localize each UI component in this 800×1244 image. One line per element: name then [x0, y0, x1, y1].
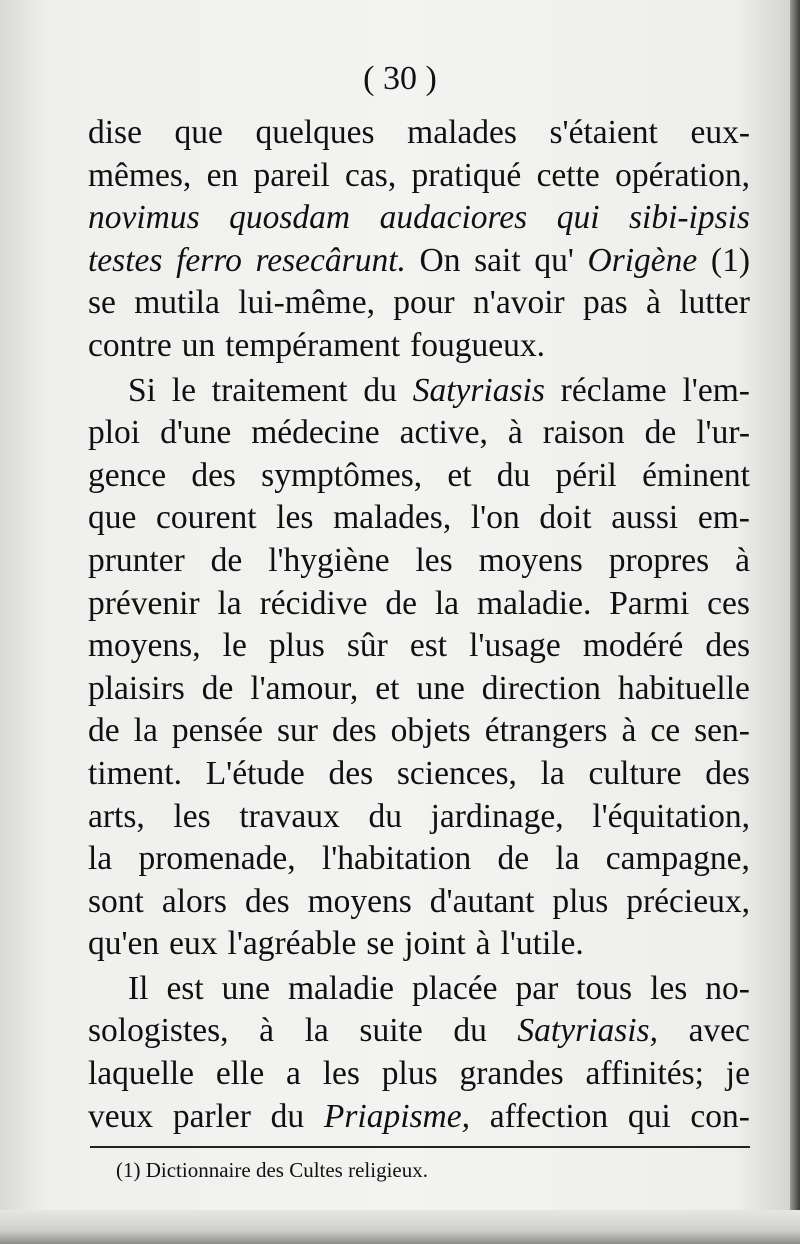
word: pensée	[171, 712, 263, 750]
word: se	[366, 925, 395, 963]
word: campagne,	[605, 840, 750, 878]
word: sologistes,	[88, 1012, 229, 1050]
word: pour	[393, 284, 455, 322]
word: no-	[705, 969, 750, 1007]
word: les	[173, 797, 211, 835]
word: s'étaient	[549, 114, 658, 151]
word: médecine	[251, 414, 380, 452]
word: affinités;	[585, 1055, 704, 1093]
text-line	[88, 370, 750, 413]
word: du	[270, 1097, 305, 1135]
word: péril	[555, 456, 617, 494]
word: modéré	[582, 627, 684, 665]
word: eux	[169, 925, 218, 963]
word: affection	[489, 1097, 609, 1135]
text-line	[88, 412, 750, 455]
text-line	[88, 1053, 750, 1096]
word: joint	[404, 925, 466, 963]
word: opération,	[615, 156, 750, 194]
text-line	[88, 583, 750, 626]
word: de	[644, 414, 677, 452]
word: Satyriasis	[412, 371, 545, 409]
word: moyens,	[88, 627, 201, 665]
word: sibi-ipsis	[628, 199, 750, 237]
word: placée	[411, 969, 498, 1007]
word: l'habitation	[321, 840, 472, 878]
word: des	[191, 456, 236, 494]
word: que	[174, 114, 223, 151]
text-line	[88, 710, 750, 753]
word: plus	[381, 1055, 438, 1093]
word: la	[217, 584, 242, 622]
word: récidive	[259, 584, 368, 622]
word: alors	[161, 882, 227, 920]
word: timent.	[88, 754, 182, 792]
word: sûr	[346, 627, 388, 665]
text-line	[88, 540, 750, 583]
word: par	[515, 969, 559, 1007]
text-line	[88, 923, 750, 966]
word: maladie.	[476, 584, 592, 622]
text-line	[88, 197, 750, 240]
text-line	[88, 838, 750, 881]
text-line	[88, 753, 750, 796]
word: parler	[172, 1097, 251, 1135]
word: sait	[474, 241, 521, 279]
word: plaisirs	[88, 669, 185, 707]
text-line	[88, 112, 750, 155]
word: l'amour,	[250, 669, 359, 707]
text-line	[88, 155, 750, 198]
word: veux	[88, 1097, 154, 1135]
word: prunter	[88, 541, 185, 579]
word: des	[331, 712, 377, 750]
word: la	[434, 584, 460, 622]
word: laquelle	[88, 1055, 195, 1093]
text-line	[88, 881, 750, 924]
text-line	[88, 796, 750, 839]
word: fougueux.	[410, 326, 545, 364]
word: l'agréable	[227, 925, 357, 963]
page-edge-shadow	[790, 0, 800, 1244]
word: d'autant	[429, 882, 535, 920]
word: à	[259, 1012, 275, 1050]
word: la	[540, 754, 565, 792]
word: des	[705, 754, 750, 792]
text-line	[88, 325, 750, 368]
word: Priapisme,	[323, 1097, 470, 1135]
word: Parmi	[609, 584, 690, 622]
word: des	[244, 882, 290, 920]
word: est	[409, 627, 448, 665]
word: arts,	[88, 797, 145, 835]
word: travaux	[239, 797, 340, 835]
word: resecârunt.	[255, 241, 406, 279]
word: active,	[399, 414, 488, 452]
word: à	[621, 712, 637, 750]
word: culture	[588, 754, 682, 792]
word: promenade,	[138, 840, 296, 878]
word: pareil	[253, 156, 330, 194]
word: étrangers	[484, 712, 608, 750]
text-line	[88, 497, 750, 540]
word: (1)	[710, 241, 750, 279]
word: du	[363, 371, 397, 409]
word: quosdam	[229, 199, 351, 237]
word: l'ur-	[696, 414, 750, 452]
word: habituelle	[617, 669, 750, 707]
word: qu'en	[88, 925, 160, 963]
word: quelques	[255, 114, 375, 151]
word: le	[222, 627, 247, 665]
text-line	[88, 1096, 750, 1139]
word: du	[496, 456, 531, 494]
word: elle	[215, 1055, 265, 1093]
word: dise	[88, 114, 142, 151]
word: du	[453, 1012, 487, 1050]
word: en	[206, 156, 239, 194]
word: mêmes,	[88, 156, 192, 194]
word: con-	[690, 1097, 750, 1135]
word: de	[210, 541, 243, 579]
word: réclame	[560, 371, 667, 409]
word: de	[497, 840, 530, 878]
word: contre	[88, 326, 172, 364]
word: ferro	[176, 241, 242, 279]
word: symptômes,	[261, 456, 423, 494]
word: l'em-	[682, 371, 750, 409]
word: L'étude	[205, 754, 305, 792]
word: cette	[536, 156, 600, 194]
word: une	[221, 969, 270, 1007]
word: la	[133, 712, 158, 750]
word: des	[705, 627, 750, 665]
word: mutila	[134, 284, 220, 322]
word: malades	[407, 114, 517, 151]
word: courent	[156, 499, 257, 537]
word: ce	[650, 712, 681, 750]
text-line	[88, 625, 750, 668]
word: qui	[627, 1097, 671, 1135]
word: qu'	[534, 241, 574, 279]
word: tous	[576, 969, 633, 1007]
word: éminent	[642, 456, 750, 494]
word: sciences,	[396, 754, 517, 792]
text-line	[88, 968, 750, 1011]
word: à	[646, 284, 661, 322]
word: doit	[539, 499, 592, 537]
word: Il	[128, 969, 149, 1007]
word: avec	[688, 1012, 750, 1050]
word: tempérament	[225, 326, 401, 364]
word: de	[385, 584, 417, 622]
word: On	[419, 241, 461, 279]
word: les	[415, 541, 453, 579]
footnote: (1) Dictionnaire des Cultes religieux.	[116, 1158, 428, 1182]
word: suite	[359, 1012, 423, 1050]
word: la	[304, 1012, 329, 1050]
word: plus	[268, 627, 325, 665]
word: plus	[552, 882, 609, 920]
text-line	[88, 455, 750, 498]
word: em-	[697, 499, 750, 537]
word: le	[171, 371, 196, 409]
word: cas,	[345, 156, 397, 194]
word: propres	[608, 541, 710, 579]
word: eux-	[690, 114, 750, 151]
word: malades,	[333, 499, 452, 537]
word: à	[735, 541, 750, 579]
word: un	[181, 326, 216, 364]
word: Satyriasis,	[517, 1012, 658, 1050]
word: lui-même,	[238, 284, 375, 322]
word: sur	[277, 712, 318, 750]
word: pas	[583, 284, 628, 322]
word: direction	[481, 669, 601, 707]
text-line	[88, 282, 750, 325]
word: aussi	[611, 499, 679, 537]
word: testes	[88, 241, 163, 279]
word: à	[507, 414, 523, 452]
word: une	[416, 669, 465, 707]
word: l'usage	[469, 627, 561, 665]
word: du	[368, 797, 402, 835]
word: moyens	[478, 541, 583, 579]
word: raison	[542, 414, 625, 452]
word: sont	[88, 882, 144, 920]
word: de	[88, 712, 120, 750]
footnote-rule	[90, 1146, 750, 1148]
word: d'une	[160, 414, 232, 452]
word: précieux,	[626, 882, 750, 920]
word: que	[88, 499, 137, 537]
word: de	[201, 669, 234, 707]
word: je	[725, 1055, 750, 1093]
word: est	[166, 969, 204, 1007]
word: Origène	[587, 241, 698, 279]
text-line	[88, 240, 750, 283]
word: novimus	[88, 199, 200, 237]
word: ploi	[88, 414, 141, 452]
word: a	[286, 1055, 301, 1093]
word: l'équitation,	[592, 797, 750, 835]
word: l'utile.	[500, 925, 584, 963]
word: n'avoir	[473, 284, 565, 322]
word: objets	[390, 712, 471, 750]
word: gence	[88, 456, 167, 494]
word: qui	[556, 199, 600, 237]
body-text	[88, 112, 750, 1138]
word: et	[375, 669, 400, 707]
text-line	[88, 1010, 750, 1053]
word: se	[88, 284, 116, 322]
word: lutter	[679, 284, 750, 322]
word: les	[276, 499, 314, 537]
word: la	[555, 840, 580, 878]
word: traitement	[211, 371, 348, 409]
word: les	[650, 969, 688, 1007]
word: des	[328, 754, 374, 792]
page-bottom-edge	[0, 1210, 800, 1244]
word: pratiqué	[411, 156, 522, 194]
word: les	[322, 1055, 360, 1093]
word: l'hygiène	[268, 541, 390, 579]
word: grandes	[459, 1055, 564, 1093]
word: la	[88, 840, 113, 878]
word: ces	[707, 584, 750, 622]
word: moyens	[307, 882, 412, 920]
text-line	[88, 668, 750, 711]
word: Si	[128, 371, 156, 409]
word: maladie	[287, 969, 394, 1007]
word: et	[447, 456, 472, 494]
word: jardinage,	[430, 797, 564, 835]
word: à	[475, 925, 491, 963]
page-number: ( 30 )	[363, 60, 437, 97]
word: l'on	[470, 499, 520, 537]
word: audaciores	[379, 199, 528, 237]
word: sen-	[694, 712, 750, 750]
word: prévenir	[88, 584, 200, 622]
